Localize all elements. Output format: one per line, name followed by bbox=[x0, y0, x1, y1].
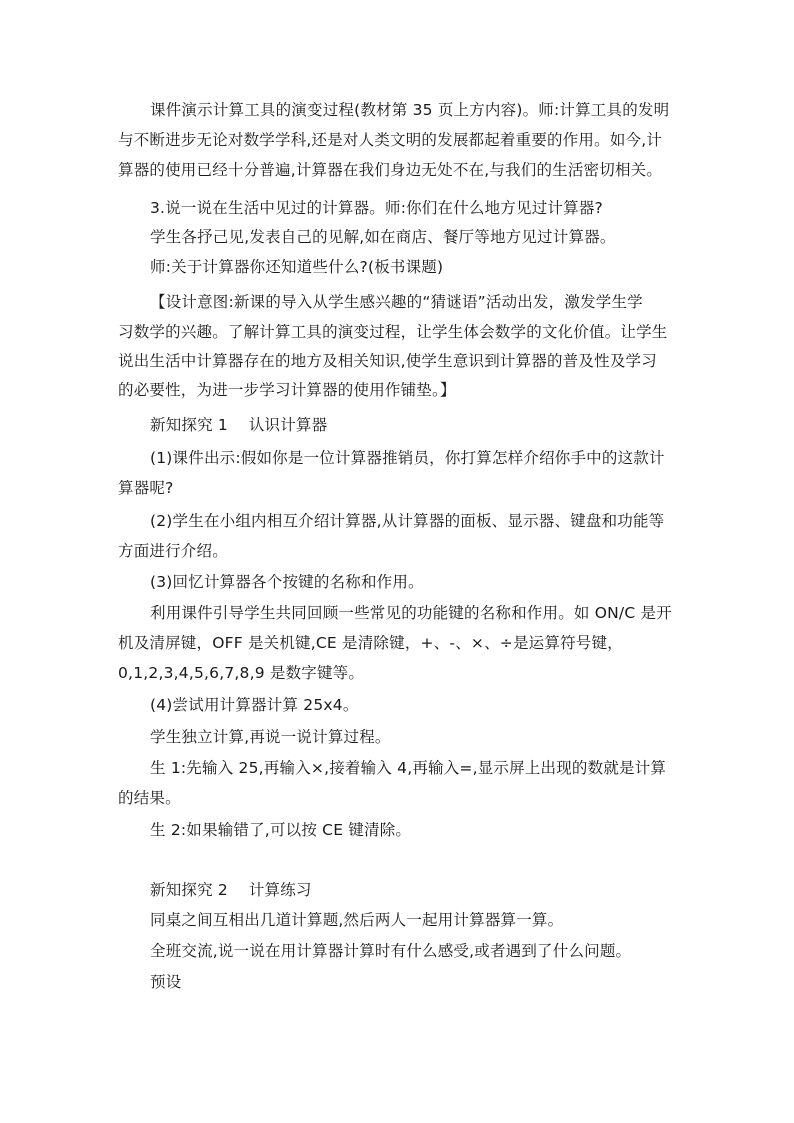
paragraph-line: 算器呢? bbox=[118, 479, 174, 497]
section-heading: 新知探究 2 计算练习 bbox=[150, 881, 312, 899]
paragraph-line: (1)课件出示:假如你是一位计算器推销员，你打算怎样介绍你手中的这款计 bbox=[150, 449, 665, 467]
paragraph-line: 3.说一说在生活中见过的计算器。师:你们在什么地方见过计算器? bbox=[150, 199, 603, 217]
paragraph-line: 方面进行介绍。 bbox=[118, 542, 228, 560]
paragraph-line: 生 2:如果输错了,可以按 CE 键清除。 bbox=[150, 821, 412, 839]
paragraph-line: 学生各抒己见,发表自己的见解,如在商店、餐厅等地方见过计算器。 bbox=[150, 228, 616, 246]
paragraph-line: 全班交流,说一说在用计算器计算时有什么感受,或者遇到了什么问题。 bbox=[150, 942, 632, 960]
design-intent-line: 说出生活中计算器存在的地方及相关知识,使学生意识到计算器的普及性及学习 bbox=[118, 352, 657, 370]
paragraph-line: 0,1,2,3,4,5,6,7,8,9 是数字键等。 bbox=[118, 664, 365, 682]
paragraph-line: 同桌之间互相出几道计算题,然后两人一起用计算器算一算。 bbox=[150, 911, 564, 929]
paragraph-line: 的结果。 bbox=[118, 789, 181, 807]
paragraph-line: (2)学生在小组内相互介绍计算器,从计算器的面板、显示器、键盘和功能等 bbox=[150, 512, 665, 530]
paragraph-line: 算器的使用已经十分普遍,计算器在我们身边无处不在,与我们的生活密切相关。 bbox=[118, 161, 663, 179]
paragraph-line: 与不断进步无论对数学学科,还是对人类文明的发展都起着重要的作用。如今,计 bbox=[118, 131, 663, 149]
paragraph-line: 利用课件引导学生共同回顾一些常见的功能键的名称和作用。如 ON/C 是开 bbox=[150, 604, 672, 622]
paragraph-line: 师:关于计算器你还知道些什么?(板书课题) bbox=[150, 258, 444, 276]
design-intent-line: 习数学的兴趣。了解计算工具的演变过程，让学生体会数学的文化价值。让学生 bbox=[118, 323, 668, 341]
section-heading: 新知探究 1 认识计算器 bbox=[150, 416, 328, 434]
paragraph-line: 学生独立计算,再说一说计算过程。 bbox=[150, 728, 391, 746]
design-intent-line: 的必要性，为进一步学习计算器的使用作铺垫。】 bbox=[118, 381, 456, 399]
design-intent-line: 【设计意图:新课的导入从学生感兴趣的“猜谜语”活动出发，激发学生学 bbox=[150, 293, 643, 311]
paragraph-line: 预设 bbox=[150, 973, 182, 991]
paragraph-line: 课件演示计算工具的演变过程(教材第 35 页上方内容)。师:计算工具的发明 bbox=[150, 101, 670, 119]
paragraph-line: (3)回忆计算器各个按键的名称和作用。 bbox=[150, 573, 424, 591]
paragraph-line: (4)尝试用计算器计算 25x4。 bbox=[150, 696, 359, 714]
paragraph-line: 生 1:先输入 25,再输入×,接着输入 4,再输入=,显示屏上出现的数就是计算 bbox=[150, 759, 667, 777]
paragraph-line: 机及清屏键，OFF 是关机键,CE 是清除键，+、-、×、÷是运算符号键， bbox=[118, 634, 623, 652]
